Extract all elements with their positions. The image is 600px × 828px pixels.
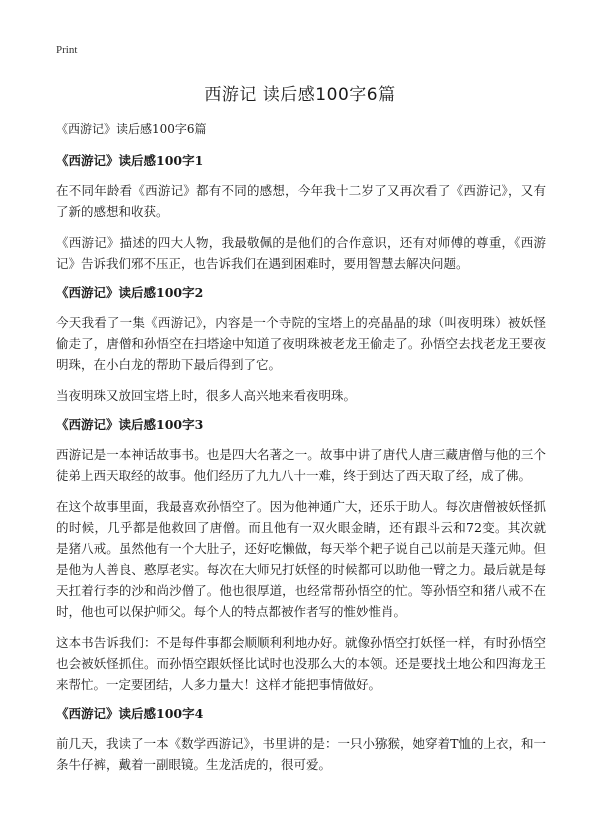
paragraph: 在不同年龄看《西游记》都有不同的感想，今年我十二岁了又再次看了《西游记》，又有了新的感想和收获。 bbox=[56, 183, 546, 219]
section-4 bbox=[56, 705, 546, 775]
paragraph: 这本书告诉我们：不是每件事都会顺顺利利地办好。就像孙悟空打妖怪一样，有时孙悟空也会被妖怪抓住。而孙悟空跟妖怪比试时也没那么大的本领。还是要找土地公和四海龙王来帮忙。一定要团结，人多力量大！这样才能把事情做好。 bbox=[56, 635, 546, 692]
paragraph: 《西游记》描述的四大人物，我最敬佩的是他们的合作意识，还有对师傅的尊重，《西游记》告诉我们邪不压正，也告诉我们在遇到困难时，要用智慧去解决问题。 bbox=[56, 235, 546, 271]
section-3 bbox=[56, 416, 546, 695]
section-heading: 《西游记》读后感100字4 bbox=[56, 706, 204, 721]
paragraph: 今天我看了一集《西游记》，内容是一个寺院的宝塔上的亮晶晶的球（叫夜明珠）被妖怪偷走了，唐僧和孙悟空在扫塔途中知道了夜明珠被老龙王偷走了。孙悟空去找老龙王要夜明珠，在小白龙的帮助下最后得到了它。 bbox=[56, 315, 546, 372]
section-2 bbox=[56, 284, 546, 406]
section-heading: 《西游记》读后感100字1 bbox=[56, 153, 204, 168]
section-1 bbox=[56, 152, 546, 274]
paragraph: 前几天，我读了一本《数学西游记》，书里讲的是：一只小猕猴，她穿着T恤的上衣，和一条牛仔裤，戴着一副眼镜。生龙活虎的，很可爱。 bbox=[56, 736, 546, 772]
page-title: 西游记 读后感100字6篇 bbox=[204, 85, 396, 105]
section-heading: 《西游记》读后感100字2 bbox=[56, 285, 204, 300]
paragraph: 在这个故事里面，我最喜欢孙悟空了。因为他神通广大，还乐于助人。每次唐僧被妖怪抓的时候，几乎都是他救回了唐僧。而且他有一双火眼金睛，还有跟斗云和72变。其次就是猪八戒。虽然他有一个大肚子，还好吃懒做，每天举个耙子说自己以前是天蓬元帅。但是他为人善良、憨厚老实。每次在大师兄打妖怪的时候都可以助他一臂之力。最后就是每天扛着行李的沙和尚沙僧了。他也很厚道，也经常帮孙悟空的忙。等孙悟空和猪八戒不在时，他也可以保护师父。每个人的特点都被作者写的惟妙惟肖。 bbox=[56, 499, 546, 619]
paragraph: 当夜明珠又放回宝塔上时，很多人高兴地来看夜明珠。 bbox=[56, 388, 357, 403]
print-label[interactable]: Print bbox=[56, 44, 78, 56]
paragraph: 西游记是一本神话故事书。也是四大名著之一。故事中讲了唐代人唐三藏唐僧与他的三个徒弟上西天取经的故事。他们经历了九九八十一难，终于到达了西天取了经，成了佛。 bbox=[56, 447, 546, 483]
document-content bbox=[56, 120, 546, 785]
section-heading: 《西游记》读后感100字3 bbox=[56, 417, 204, 432]
document-subtitle: 《西游记》读后感100字6篇 bbox=[56, 122, 207, 136]
